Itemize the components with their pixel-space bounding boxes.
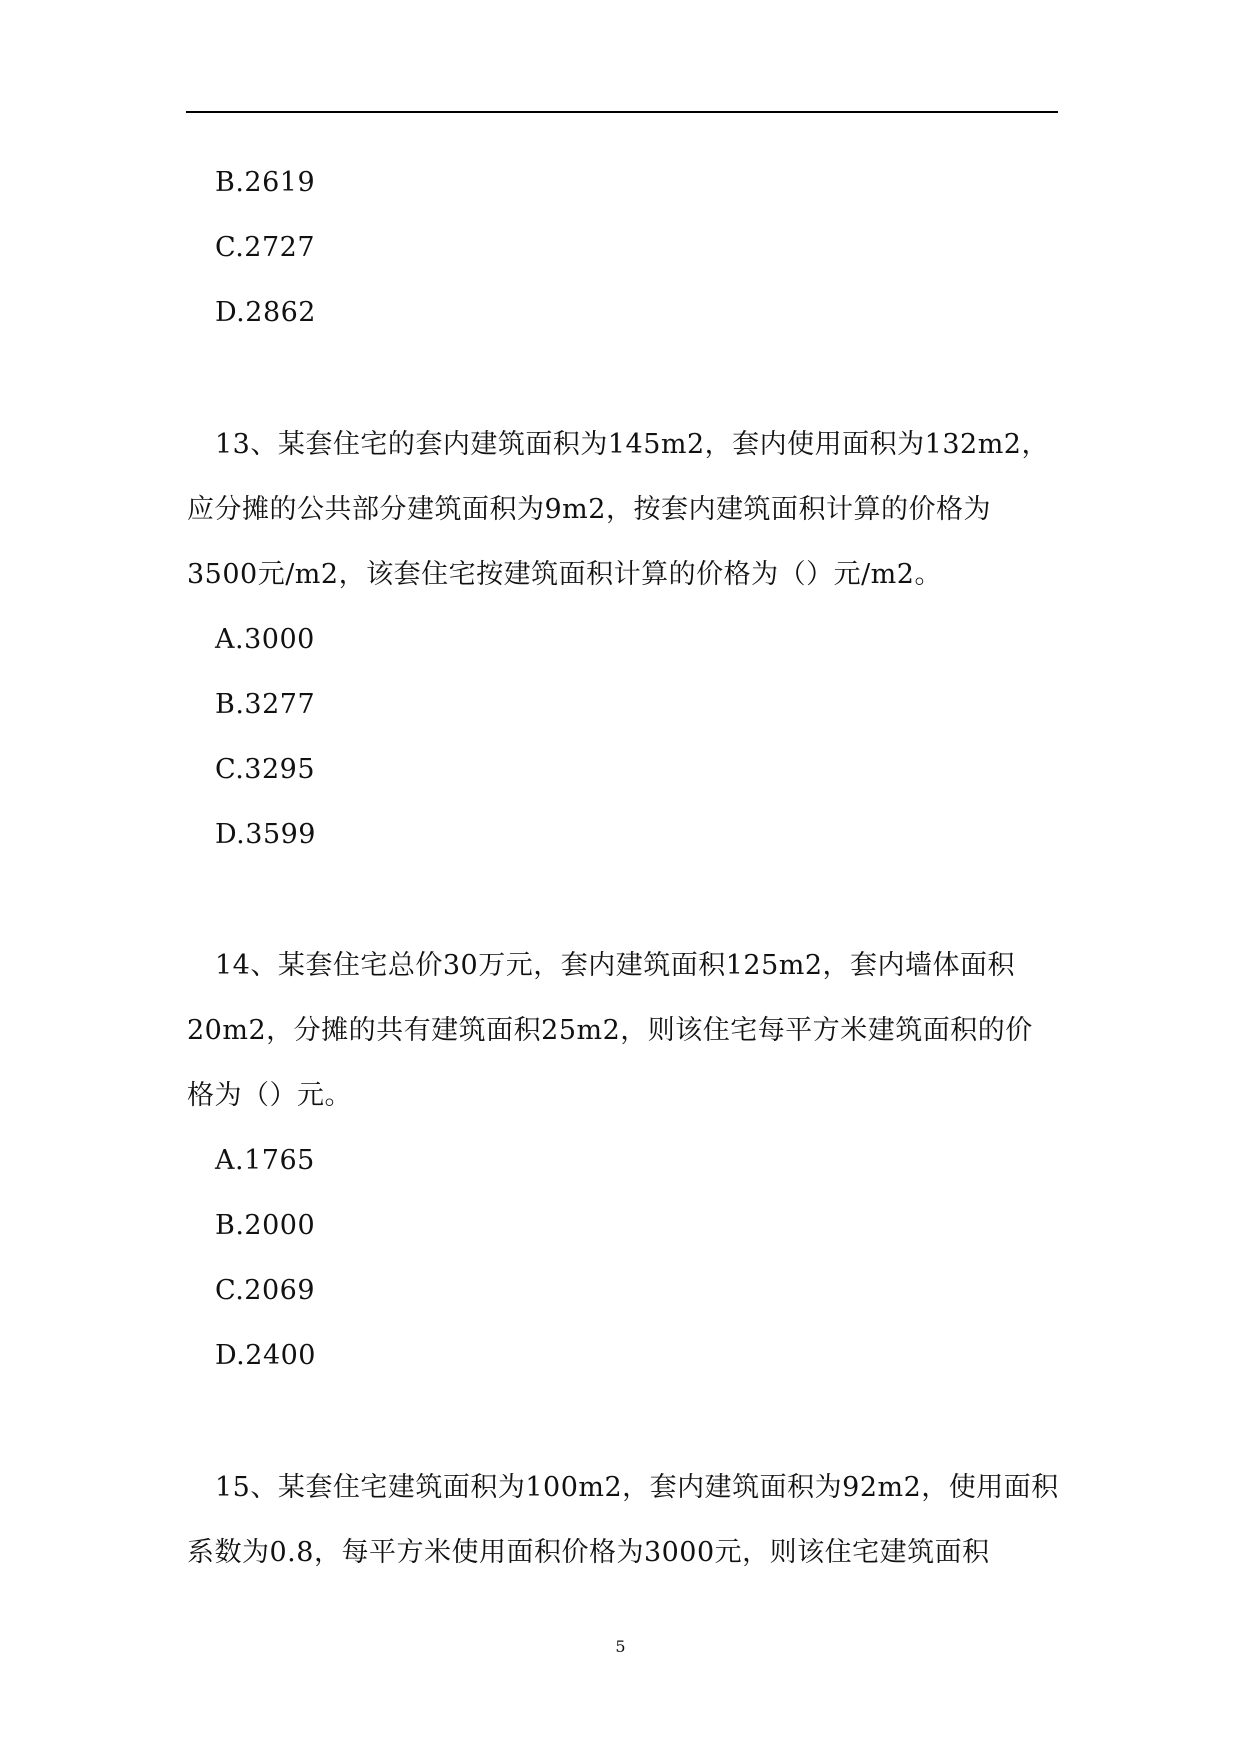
q13-text-line-2: 应分摊的公共部分建筑面积为9m2，按套内建筑面积计算的价格为 (187, 494, 991, 525)
q15-text-line-1: 15、某套住宅建筑面积为100m2，套内建筑面积为92m2，使用面积 (215, 1472, 1059, 1503)
q13-option-a: A.3000 (215, 624, 315, 655)
header-rule (186, 111, 1058, 113)
q14-option-d: D.2400 (215, 1340, 316, 1371)
q12-option-c: C.2727 (215, 232, 315, 263)
q14-text-line-1: 14、某套住宅总价30万元，套内建筑面积125m2，套内墙体面积 (215, 950, 1016, 981)
q13-option-d: D.3599 (215, 819, 316, 850)
q14-option-b: B.2000 (215, 1210, 316, 1241)
page-number: 5 (615, 1637, 626, 1656)
q13-text-line-1: 13、某套住宅的套内建筑面积为145m2，套内使用面积为132m2， (215, 429, 1049, 460)
q14-option-c: C.2069 (215, 1275, 315, 1306)
q14-option-a: A.1765 (215, 1145, 315, 1176)
q12-option-b: B.2619 (215, 167, 316, 198)
q13-text-line-3: 3500元/m2，该套住宅按建筑面积计算的价格为（）元/m2。 (187, 559, 942, 590)
q14-text-line-2: 20m2，分摊的共有建筑面积25m2，则该住宅每平方米建筑面积的价 (187, 1015, 1033, 1046)
q15-text-line-2: 系数为0.8，每平方米使用面积价格为3000元，则该住宅建筑面积 (187, 1537, 990, 1568)
q12-option-d: D.2862 (215, 297, 316, 328)
q13-option-b: B.3277 (215, 689, 316, 720)
q13-option-c: C.3295 (215, 754, 315, 785)
q14-text-line-3: 格为（）元。 (187, 1080, 352, 1111)
